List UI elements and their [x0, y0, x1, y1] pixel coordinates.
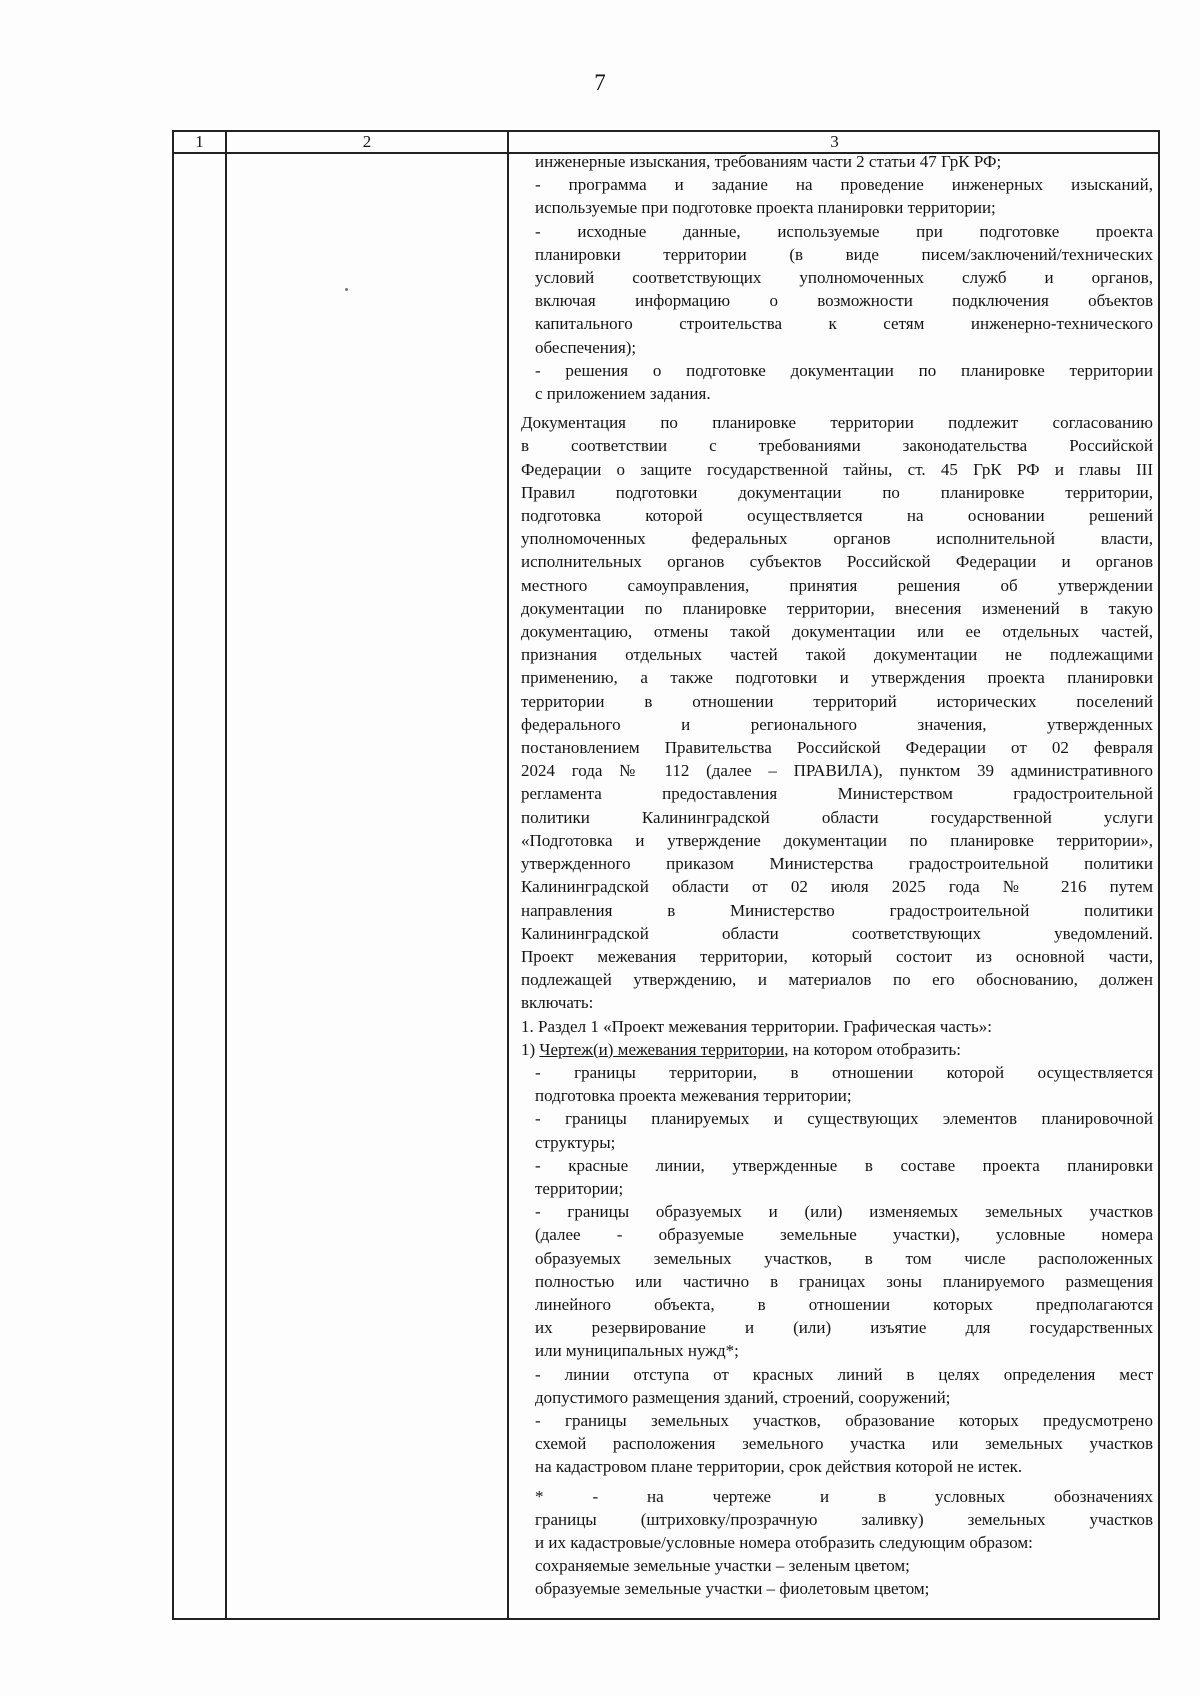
list-item: - линии отступа от красных линий в целях определения мест: [535, 1364, 1153, 1384]
column-header-1: 1: [195, 132, 204, 151]
text-line: с приложением задания.: [535, 384, 711, 404]
subsection-number: 1): [521, 1039, 540, 1059]
footnote-line: границы (штриховку/прозрачную заливку) земельных участков: [535, 1509, 1153, 1529]
text-line: обеспечения);: [535, 337, 637, 357]
list-item: - исходные данные, используемые при подготовке проекта: [535, 221, 1153, 241]
text-line: линейного объекта, в отношении которых предполагаются: [535, 1294, 1153, 1314]
text-line: структуры;: [535, 1132, 616, 1152]
text-line: или муниципальных нужд*;: [535, 1341, 739, 1361]
list-item: - границы земельных участков, образование которых предусмотрено: [535, 1410, 1153, 1430]
section-heading: 1. Раздел 1 «Проект межевания территории. Графическая часть»:: [521, 1016, 992, 1036]
paragraph-line: документации по планировке территории, внесения изменений в такую: [521, 598, 1153, 618]
list-item: - решения о подготовке документации по планировке территории: [535, 360, 1153, 380]
list-item: - границы территории, в отношении которой осуществляется: [535, 1062, 1153, 1082]
paragraph-line: Правил подготовки документации по планировке территории,: [521, 482, 1153, 502]
paragraph-line: политики Калининградской области государственной услуги: [521, 807, 1153, 827]
subsection-heading: [521, 1038, 1153, 1061]
text-line: подготовка проекта межевания территории;: [535, 1086, 852, 1106]
paragraph-line: включать:: [521, 993, 594, 1013]
paragraph-line: федерального и регионального значения, утвержденных: [521, 714, 1153, 734]
page-number: 7: [594, 70, 606, 95]
paragraph-line: местного самоуправления, принятия решения об утверждении: [521, 575, 1153, 595]
column-header-2: 2: [362, 132, 372, 151]
paragraph-line: 2024 года № 112 (далее – ПРАВИЛА), пунктом 39 административного: [521, 761, 1153, 781]
list-item: - границы планируемых и существующих элементов планировочной: [535, 1109, 1153, 1129]
list-item: - красные линии, утвержденные в составе проекта планировки: [535, 1155, 1153, 1175]
paragraph-line: Калининградской области соответствующих уведомлений.: [521, 923, 1153, 943]
paragraph-line: регламента предоставления Министерством градостроительной: [521, 784, 1153, 804]
text-line: допустимого размещения зданий, строений, сооружений;: [535, 1387, 951, 1407]
text-line: включая информацию о возможности подключения объектов: [535, 291, 1153, 311]
paragraph-line: «Подготовка и утверждение документации по планировке территории»,: [521, 830, 1153, 850]
paragraph-line: признания отдельных частей такой документации не подлежащими: [521, 645, 1153, 665]
list-item: - границы образуемых и (или) изменяемых земельных участков: [535, 1202, 1153, 1222]
text-line: (далее - образуемые земельные участки), условные номера: [535, 1225, 1153, 1245]
list-item: - программа и задание на проведение инженерных изысканий,: [535, 175, 1153, 195]
paragraph-line: территории в отношении территорий исторических поселений: [521, 691, 1153, 711]
paragraph-line: документацию, отмены такой документации или ее отдельных частей,: [521, 622, 1153, 642]
text-line: инженерные изыскания, требованиям части 2 статьи 47 ГрК РФ;: [535, 152, 1002, 171]
column-divider: [225, 132, 227, 1618]
paragraph-line: Калининградской области от 02 июля 2025 года № 216 путем: [521, 877, 1153, 897]
paragraph-line: Документация по планировке территории подлежит согласованию: [521, 413, 1153, 433]
footnote-line: * - на чертеже и в условных обозначениях: [535, 1486, 1153, 1506]
text-line: образуемых земельных участков, в том числе расположенных: [535, 1248, 1153, 1268]
footnote-line: образуемые земельные участки – фиолетовым цветом;: [535, 1579, 930, 1599]
paragraph-line: исполнительных органов субъектов Российской Федерации и органов: [521, 552, 1153, 572]
text-line: используемые при подготовке проекта планировки территории;: [535, 198, 996, 218]
paragraph-line: Проект межевания территории, который состоит из основной части,: [521, 946, 1153, 966]
scan-speck: [345, 288, 348, 291]
text-line: планировки территории (в виде писем/заключений/технических: [535, 244, 1153, 264]
paragraph-line: в соответствии с требованиями законодательства Российской: [521, 436, 1153, 456]
column-header-3: 3: [830, 132, 839, 151]
drawing-title-underlined: Чертеж(и) межевания территории: [539, 1039, 785, 1059]
paragraph-line: подлежащей утверждению, и материалов по его обоснованию, должен: [521, 970, 1153, 990]
paragraph-line: утвержденного приказом Министерства градостроительной политики: [521, 854, 1153, 874]
paragraph-line: уполномоченных федеральных органов исполнительной власти,: [521, 529, 1153, 549]
text-line: полностью или частично в границах зоны планируемого размещения: [535, 1271, 1153, 1291]
footnote-line: сохраняемые земельные участки – зеленым цветом;: [535, 1556, 910, 1576]
text-line: их резервирование и (или) изъятие для государственных: [535, 1318, 1153, 1338]
text-line: капитального строительства к сетям инженерно-технического: [535, 314, 1153, 334]
text-line: схемой расположения земельного участка или земельных участков: [535, 1434, 1153, 1454]
paragraph-line: постановлением Правительства Российской Федерации от 02 февраля: [521, 738, 1153, 758]
paragraph-line: направления в Министерство градостроительной политики: [521, 900, 1153, 920]
text-line: на кадастровом плане территории, срок действия которой не истек.: [535, 1457, 1023, 1477]
text-line: условий соответствующих уполномоченных служб и органов,: [535, 268, 1153, 288]
paragraph-line: применению, а также подготовки и утверждения проекта планировки: [521, 668, 1153, 688]
column-3-content: [521, 150, 1153, 1601]
paragraph-line: Федерации о защите государственной тайны, ст. 45 ГрК РФ и главы III: [521, 459, 1153, 479]
text-line: территории;: [535, 1178, 624, 1198]
column-divider: [507, 132, 509, 1618]
subsection-rest: , на котором отобразить:: [784, 1039, 961, 1059]
paragraph-line: подготовка которой осуществляется на основании решений: [521, 506, 1153, 526]
footnote-line: и их кадастровые/условные номера отобразить следующим образом:: [535, 1532, 1033, 1552]
